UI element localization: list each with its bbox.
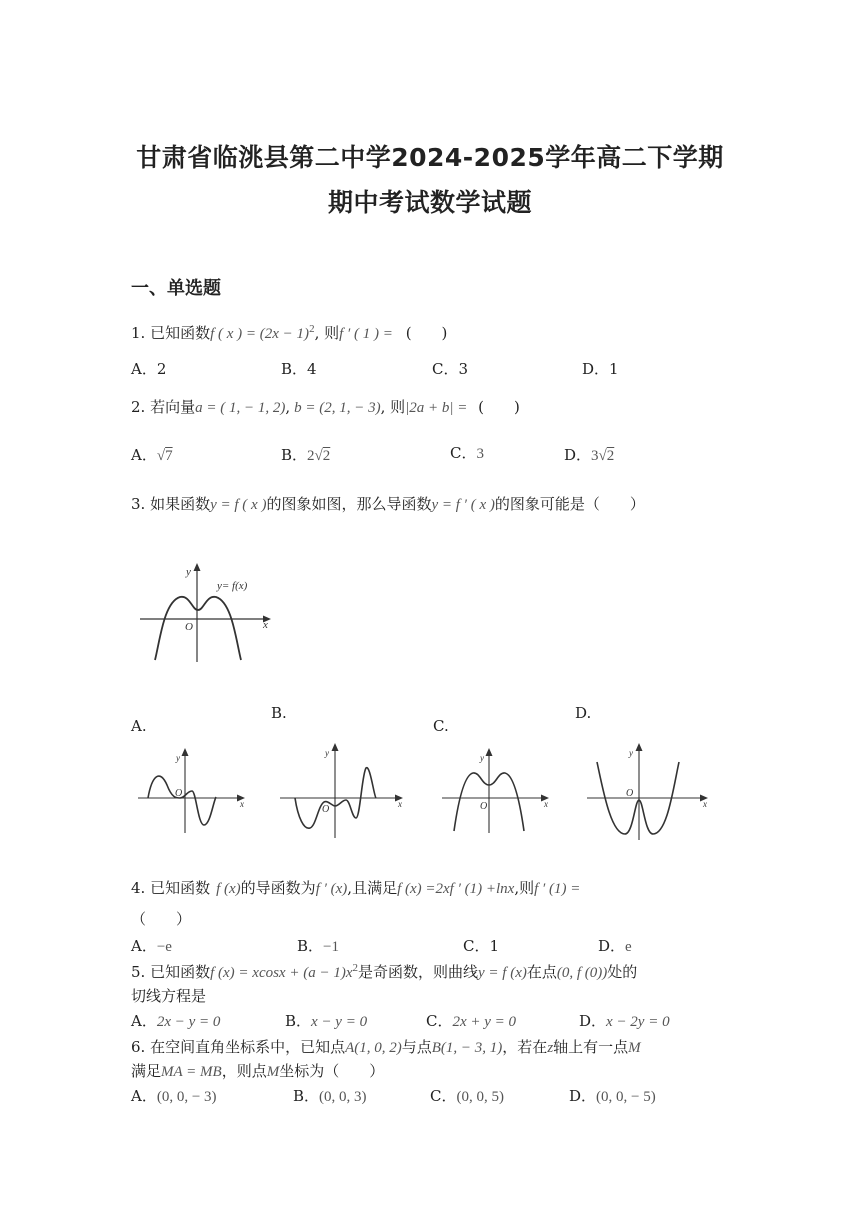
q1-option-a: A．2: [131, 360, 167, 378]
svg-text:O: O: [322, 804, 330, 815]
q3-derivative: y = f ′ ( x ): [431, 497, 495, 513]
q1-exponent: 2: [309, 323, 315, 335]
q1-derivative: f ′ ( 1 ) =: [339, 326, 393, 342]
q2-prefix: 2. 若向量: [131, 398, 196, 416]
q5-point: (0, f (0)): [556, 965, 608, 981]
q1-option-d: D．1: [582, 360, 619, 378]
q6-point-a: A(1, 0, 2): [345, 1040, 402, 1056]
q2-option-d: D．3√2: [564, 446, 615, 464]
question-2: 2. 若向量a = ( 1, − 1, 2), b = (2, 1, − 3), 则|2a + b| = ( ): [131, 398, 520, 416]
q6-option-d: D．(0, 0, − 5): [569, 1087, 656, 1105]
y-axis-arrow-icon: [636, 743, 643, 751]
q2-expression: |2a + b| =: [405, 400, 468, 416]
q4-option-c: C．1: [463, 937, 500, 955]
q3-option-b-graph: [278, 740, 408, 840]
y-axis-arrow-icon: [182, 748, 189, 756]
svg-text:y: y: [480, 753, 484, 763]
q3-option-b-label: B.: [271, 704, 287, 722]
q4-equation: f (x) =2xf ′ (1) +lnx: [397, 881, 515, 897]
q5-function: f (x) = xcosx + (a − 1)x: [210, 965, 353, 981]
q2-vector-a: a = ( 1, − 1, 2): [195, 400, 286, 416]
q2-option-b: B．2√2: [281, 446, 331, 464]
y-axis-arrow-icon: [194, 563, 201, 571]
q6-option-a: A．(0, 0, − 3): [131, 1087, 217, 1105]
q3-option-c-label: C.: [433, 717, 449, 735]
q6-line2: 满足MA = MB，则点M坐标为（ ）: [131, 1062, 385, 1080]
q1-option-b: B．4: [281, 360, 317, 378]
y-axis-arrow-icon: [486, 748, 493, 756]
svg-text:x: x: [703, 799, 707, 809]
q4-option-d: D．e: [598, 937, 632, 955]
q4-ask: f ′ (1) =: [534, 881, 581, 897]
question-5: 5. 已知函数f $(x) = xcosx + (a - 1)x^2$是奇函数，则曲线y = f (x)在点(0, f (0))处的: [131, 962, 638, 981]
svg-text:O: O: [175, 788, 183, 799]
question-3: 3. 如果函数y = f ( x )的图象如图，那么导函数y = f ′ ( x )的图象可能是（ ）: [131, 495, 645, 513]
svg-text:O: O: [480, 801, 488, 812]
q3-option-a-label: A.: [131, 717, 147, 735]
q2-vector-b: b = (2, 1, − 3): [294, 400, 381, 416]
q5-option-b: B．x − y = 0: [285, 1012, 368, 1030]
q3-curve-label: y= f(x): [217, 580, 248, 592]
q6-option-c: C．(0, 0, 5): [430, 1087, 504, 1105]
svg-text:x: x: [240, 799, 244, 809]
svg-text:y: y: [176, 753, 180, 763]
q3-option-c-graph: [440, 745, 552, 835]
q1-function: f ( x ) = (2x − 1): [210, 326, 310, 342]
q4-function: f (x): [216, 881, 241, 897]
q5-curve: y = f (x): [478, 965, 527, 981]
q6-condition: MA = MB: [161, 1064, 222, 1080]
svg-text:y: y: [629, 748, 633, 758]
q1-mid: , 则: [314, 324, 340, 342]
q5-option-a: A．2x − y = 0: [131, 1012, 221, 1030]
svg-text:x: x: [398, 799, 402, 809]
q3-option-d-graph: [585, 740, 713, 842]
q2-paren: ( ): [478, 398, 520, 416]
section-heading: 一、单选题: [131, 278, 221, 299]
q3-function: y = f ( x ): [210, 497, 267, 513]
q3-main-graph: [138, 560, 273, 665]
page-title: 甘肃省临洮县第二中学2024-2025学年高二下学期: [136, 143, 724, 172]
q4-paren: （ ）: [131, 910, 192, 928]
q4-derivative: f ′ (x): [315, 881, 348, 897]
q1-option-c: C．3: [432, 360, 469, 378]
q5-option-d: D．x − 2y = 0: [579, 1012, 670, 1030]
y-axis-arrow-icon: [332, 743, 339, 751]
q4-option-a: A．−e: [131, 937, 172, 955]
svg-text:y: y: [325, 748, 329, 758]
svg-text:O: O: [626, 788, 634, 799]
svg-text:x: x: [544, 799, 548, 809]
svg-text:y: y: [186, 566, 191, 578]
question-4: 4. 已知函数 f (x)的导函数为f ′ (x),且满足f (x) =2xf ′ (1) +lnx,则f ′ (1) =: [131, 879, 581, 897]
q4-option-b: B．−1: [297, 937, 339, 955]
question-1: [131, 322, 447, 343]
q2-option-c: C．3: [450, 444, 484, 462]
svg-text:x: x: [263, 619, 268, 631]
q3-option-a-graph: [136, 745, 248, 835]
q6-option-b: B．(0, 0, 3): [293, 1087, 367, 1105]
q3-option-d-label: D.: [575, 704, 592, 722]
q5-line2: 切线方程是: [131, 987, 207, 1005]
q5-option-c: C．2x + y = 0: [426, 1012, 517, 1030]
svg-text:O: O: [185, 621, 193, 633]
page-subtitle: 期中考试数学试题: [327, 188, 532, 217]
q1-prefix: 1. 已知函数: [131, 324, 211, 342]
q2-option-a: A．√7: [131, 446, 173, 464]
q1-paren: ( ): [405, 324, 448, 342]
question-6: 6. 在空间直角坐标系中，已知点A(1, 0, 2)与点B(1, − 3, 1)，若在z轴上有一点M: [131, 1038, 641, 1056]
q6-point-b: B(1, − 3, 1): [431, 1040, 503, 1056]
